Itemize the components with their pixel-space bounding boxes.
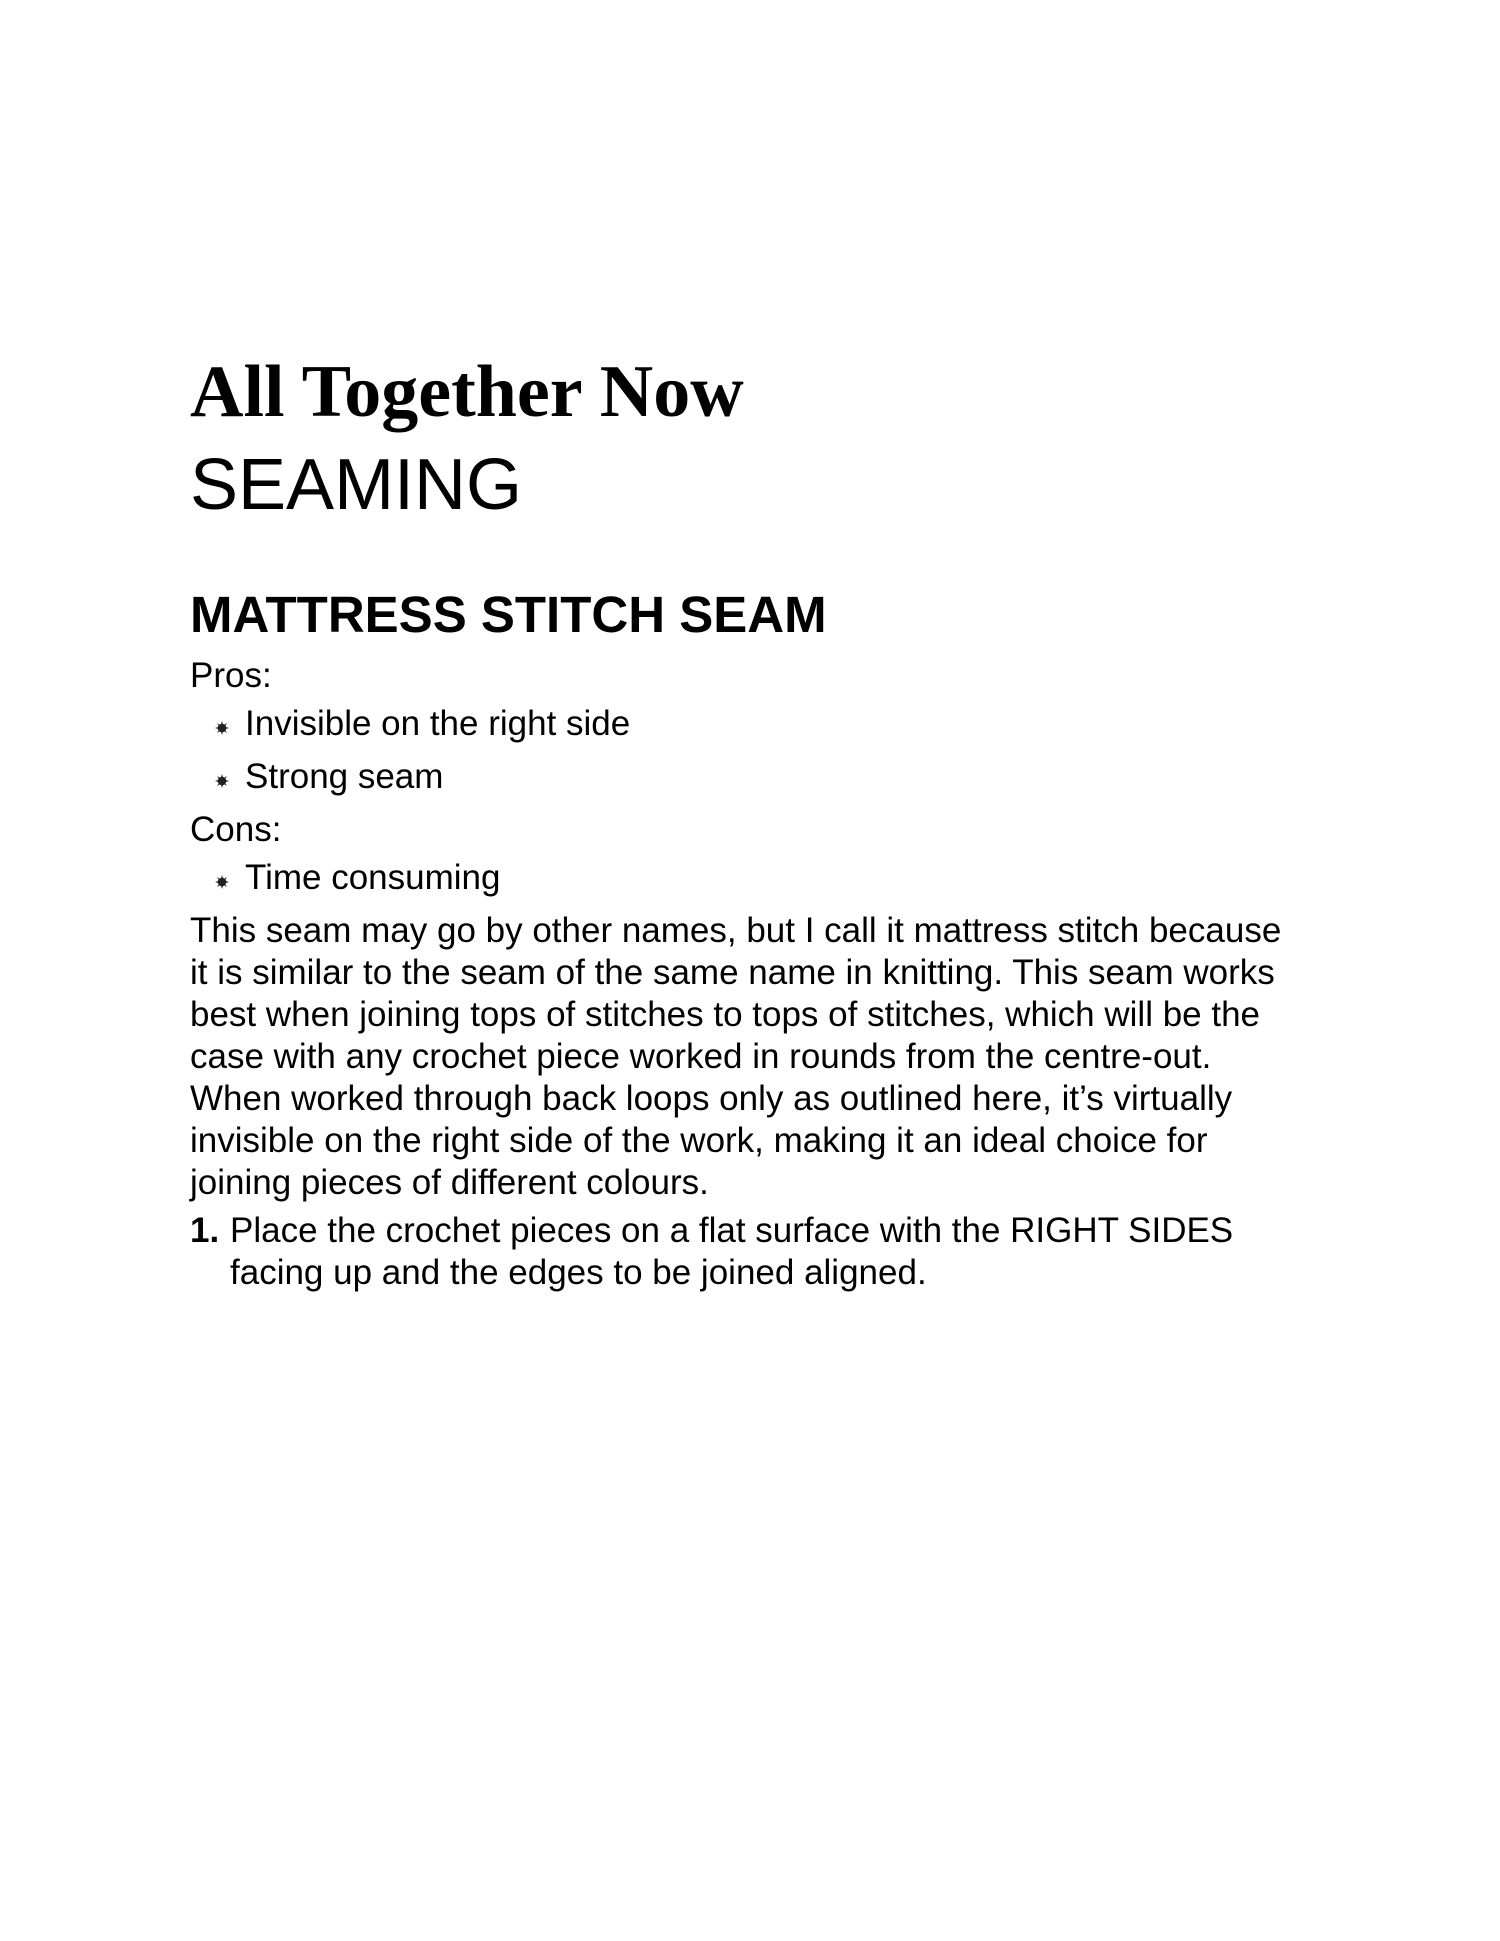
pros-label: Pros: xyxy=(190,656,272,695)
pros-item-text: Strong seam xyxy=(245,757,444,796)
chapter-subtitle: SEAMING xyxy=(190,445,523,525)
body-paragraph: This seam may go by other names, but I call it mattress stitch because it is similar to the seam of the same name in knitting. This seam works best when joining tops of stitches to tops of stitches, which will be the case with any crochet piece worked in rounds from the centre-out. When worked through back loops only as outlined here, it’s virtually invisible on the right side of the work, making it an ideal choice for joining pieces of different colours. xyxy=(190,911,1282,1202)
pros-item-text: Invisible on the right side xyxy=(245,704,631,743)
starburst-bullet-icon xyxy=(215,721,229,735)
steps-list xyxy=(190,1210,1330,1294)
step-text: Place the crochet pieces on a flat surface with the RIGHT SIDES facing up and the edges to be joined aligned. xyxy=(230,1211,1234,1292)
list-item xyxy=(190,703,1330,756)
pros-list xyxy=(190,703,1330,809)
section-heading: MATTRESS STITCH SEAM xyxy=(190,586,827,643)
cons-list xyxy=(190,857,1330,910)
list-item xyxy=(190,857,1330,910)
cons-label: Cons: xyxy=(190,810,282,849)
document-title: All Together Now xyxy=(190,351,744,433)
list-item xyxy=(190,756,1330,809)
starburst-bullet-icon xyxy=(215,774,229,788)
document-page xyxy=(190,351,1330,1294)
step-number: 1. xyxy=(190,1211,220,1250)
step-item xyxy=(190,1210,1300,1294)
cons-item-text: Time consuming xyxy=(245,858,501,897)
starburst-bullet-icon xyxy=(215,875,229,889)
